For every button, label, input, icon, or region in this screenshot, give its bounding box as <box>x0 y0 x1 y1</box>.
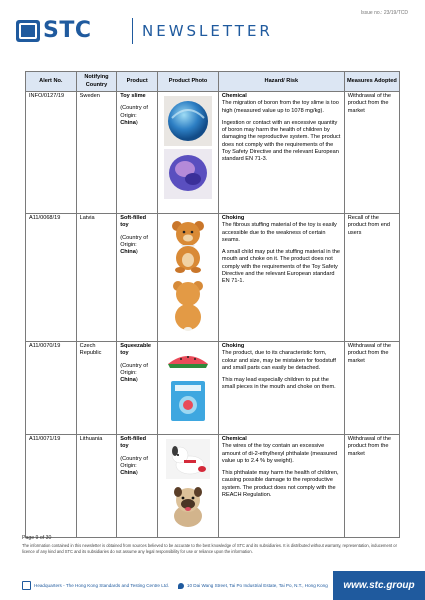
hazard-text: The wires of the toy contain an excessive amount of di-2-ethylhexyl phthalate (measured value up to 2.4 % by weight). <box>221 443 338 464</box>
measures: Withdrawal of the product from the market <box>344 92 399 214</box>
logo-text: STC <box>43 18 92 43</box>
hazard-cell <box>218 214 344 342</box>
origin-close: ) <box>135 119 138 126</box>
country: Latvia <box>76 214 117 342</box>
footer-bar <box>0 571 425 600</box>
product-photo <box>158 92 219 214</box>
table-row <box>26 435 400 538</box>
product-name: Toy slime <box>120 93 146 99</box>
alert-no: A11/0068/19 <box>26 214 77 342</box>
product-photo <box>158 435 219 538</box>
product-name: Soft-filled toy <box>120 215 147 229</box>
col-alert-no: Alert No. <box>26 72 77 92</box>
hazard-text: The migration of boron from the toy slime is too high (measured value up to 1078 mg/kg). <box>221 100 339 114</box>
headquarters-info <box>22 581 328 590</box>
newsletter-title: NEWSLETTER <box>142 22 273 40</box>
hq-text: Headquarters - The Hong Kong Standards and Testing Centre Ltd. <box>34 583 169 588</box>
slime-ball-photo <box>164 96 212 146</box>
col-measures: Measures Adopted <box>344 72 399 92</box>
origin-close: ) <box>135 377 138 384</box>
origin-country: China <box>120 377 136 384</box>
stc-logo-icon <box>16 20 40 42</box>
country: Sweden <box>76 92 117 214</box>
disclaimer: The information contained in this newsletter is obtained from sources believed to be accurate to the best knowledge of STC and its subsidiaries. It is distributed without warranty, representation, inducement or licence of any kind and STC and its subsidiaries do not assume any legal responsibility for use or reliance upon the information. <box>22 543 397 554</box>
hazard-text: This phthalate may harm the health of children, causing possible damage to the reproductive system. The product does not comply with the REACH Regulation. <box>221 470 339 498</box>
origin-label: (Country of Origin: <box>120 362 148 376</box>
issue-number: Issue no.: 23/19/TCD <box>360 10 408 16</box>
alert-no: A11/0071/19 <box>26 435 77 538</box>
hazard-text: The product, due to its characteristic form, colour and size, may be mistaken for foodstuff and small parts can easily be detached. <box>221 350 336 371</box>
col-notifying-country: Notifying Country <box>76 72 117 92</box>
origin-country: China <box>120 249 136 256</box>
measures: Withdrawal of the product from the market <box>344 342 399 435</box>
newsletter-header <box>0 0 425 60</box>
hazard-type: Choking <box>221 343 245 349</box>
origin-label: (Country of Origin: <box>120 105 148 119</box>
origin-country: China <box>120 119 136 126</box>
product-cell <box>117 435 158 538</box>
hazard-text: The fibrous stuffing material of the toy is easily accessible due to the weakness of certain seams. <box>221 222 337 243</box>
plush-dog-white-photo <box>166 439 210 479</box>
col-product-photo: Product Photo <box>158 72 219 92</box>
hazard-type: Chemical <box>221 93 247 99</box>
hazard-text: This may lead especially children to put the small pieces in the mouth and choke on them. <box>221 377 336 391</box>
product-cell <box>117 214 158 342</box>
hazard-cell <box>218 342 344 435</box>
product-cell <box>117 342 158 435</box>
alert-no: A11/0070/19 <box>26 342 77 435</box>
slime-ball-open-photo <box>164 149 212 199</box>
table-header-row <box>26 72 400 92</box>
product-cell <box>117 92 158 214</box>
product-name: Squeezable toy <box>120 343 152 357</box>
measures: Withdrawal of the product from the market <box>344 435 399 538</box>
origin-label: (Country of Origin: <box>120 455 148 469</box>
product-photo <box>158 342 219 435</box>
plush-dog-pug-photo <box>166 482 210 528</box>
table-row <box>26 214 400 342</box>
origin-close: ) <box>135 249 138 256</box>
country: Lithuania <box>76 435 117 538</box>
product-name: Soft-filled toy <box>120 436 147 450</box>
col-product: Product <box>117 72 158 92</box>
hazard-text: Ingestion or contact with an excessive quantity of boron may harm the health of children by damaging the reproductive system. The product does not comply with the requirements of the Toy Safety Directive and the relevant European standard EN 71-3. <box>221 119 341 163</box>
hazard-type: Choking <box>221 215 245 221</box>
stc-logo <box>16 18 92 43</box>
header-divider <box>132 18 133 44</box>
website-link[interactable]: www.stc.group <box>333 571 425 600</box>
hazard-text: A small child may put the stuffing material in the mouth and choke on it. The product does not comply with the requirements of the Toy Safety Directive and the relevant European standard EN 71-1. <box>221 249 340 285</box>
table-row <box>26 342 400 435</box>
col-hazard-risk: Hazard/ Risk <box>218 72 344 92</box>
origin-country: China <box>120 470 136 477</box>
page-number: Page 9 of 30 <box>22 535 52 541</box>
hazard-cell <box>218 435 344 538</box>
location-pin-icon <box>178 583 184 589</box>
origin-label: (Country of Origin: <box>120 234 148 248</box>
hazard-cell <box>218 92 344 214</box>
country: Czech Republic <box>76 342 117 435</box>
teddy-bear-front-photo <box>167 218 209 274</box>
origin-close: ) <box>135 470 138 477</box>
alerts-table <box>25 71 400 538</box>
product-photo <box>158 214 219 342</box>
squeeze-toy-package-photo <box>167 379 209 423</box>
building-icon <box>22 581 31 590</box>
watermelon-squeeze-toy-photo <box>164 346 212 376</box>
hazard-type: Chemical <box>221 436 247 442</box>
hq-address: 10 Dai Wang Street, Tai Po Industrial Estate, Tai Po, N.T., Hong Kong <box>186 583 328 588</box>
alert-no: INFO/0127/19 <box>26 92 77 214</box>
table-row <box>26 92 400 214</box>
measures: Recall of the product from end users <box>344 214 399 342</box>
teddy-bear-back-photo <box>167 277 209 333</box>
